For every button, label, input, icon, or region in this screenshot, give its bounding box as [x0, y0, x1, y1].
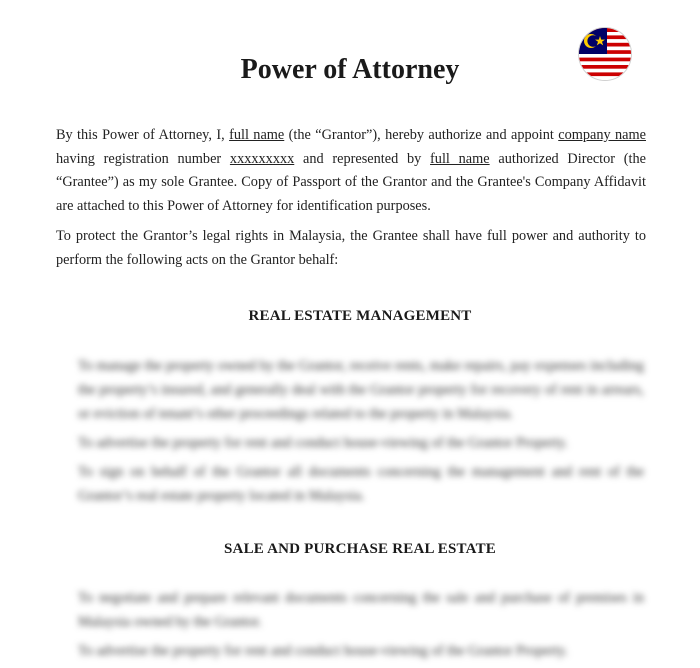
authority-paragraph: To protect the Grantor’s legal rights in Malaysia, the Grantee shall have full power and authority to perform the following acts on the Grantor behalf: [56, 228, 646, 268]
intro-text-3: having registration number [56, 150, 230, 167]
section-heading-real-estate-management: REAL ESTATE MANAGEMENT [248, 308, 472, 324]
company-name-field: company name [558, 127, 646, 143]
full-name-field: full name [229, 127, 285, 143]
intro-text-2: (the “Grantor”), hereby authorize and appoint [284, 127, 559, 143]
list-item: To negotiate and prepare relevant documents concerning the sale and purchase of premises in Malaysia owned by the Grantor. [78, 590, 644, 630]
registration-number-field: xxxxxxxxx [229, 150, 295, 167]
intro-text-4: and represented by [294, 150, 431, 167]
intro-text-1: By this Power of Attorney, I, [56, 127, 230, 143]
intro-text-5: authorized Director (the “Grantee”) as my sole Grantee. Copy of Passport of the Grantor and the Grantee's Company Affidavit are attached to this Power of Attorney for identification purposes. [56, 150, 647, 214]
intro-paragraph [56, 124, 646, 218]
section-heading-sale-and-purchase: SALE AND PURCHASE REAL ESTATE [224, 541, 496, 557]
list-item: To manage the property owned by the Grantor, receive rents, make repairs, pay expenses including the property’s insured, and generally deal with the Grantor property for recovery of rent in arrears, or eviction of tenant’s other proceedings related to the property in Malaysia. [78, 358, 644, 422]
section-real-estate-management-body [78, 354, 644, 513]
list-item: To advertise the property for rent and conduct house-viewing of the Grantor Property. [78, 643, 568, 659]
list-item: To sign on behalf of the Grantor all documents concerning the management and rent of the Grantor’s real estate property located in Malaysia. [78, 464, 644, 504]
director-name-field: full name [430, 150, 490, 167]
document-title: Power of Attorney [240, 54, 460, 85]
list-item: To advertise the property for rent and conduct house-viewing of the Grantor Property. [78, 435, 568, 451]
section-sale-and-purchase-body [78, 586, 644, 668]
